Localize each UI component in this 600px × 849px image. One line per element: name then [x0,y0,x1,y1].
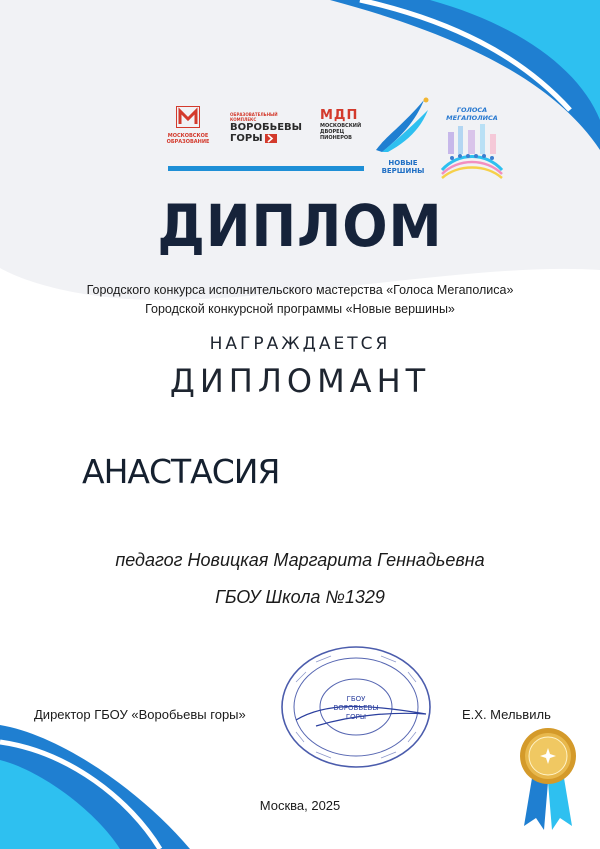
medal-icon [516,722,580,832]
school-line: ГБОУ Школа №1329 [215,587,385,607]
place-year: Москва, 2025 [259,798,341,813]
official-stamp [276,642,436,772]
contest-subtitle-2: Городской конкурсной программы «Новые вершины» [145,302,455,316]
contest-subtitle-1: Городского конкурса исполнительского мастерства «Голоса Мегаполиса» [86,283,514,297]
award-rank: ДИПЛОМАНТ [169,362,431,400]
vorobyovy-logo: ОБРАЗОВАТЕЛЬНЫЙ КОМПЛЕКС ВОРОБЬЕВЫ ГОРЫ [230,112,303,144]
golosa-city-icon [438,122,506,180]
diploma-title: ДИПЛОМ [157,192,443,260]
director-name: Е.Х. Мельвиль [462,707,551,722]
moscow-m-icon [176,106,200,128]
stamp-text-2: ВОРОБЬЕВЫ [333,704,379,712]
golosa-megapolisa-logo: ГОЛОСА МЕГАПОЛИСА [438,106,506,174]
director-position: Директор ГБОУ «Воробьевы горы» [34,707,246,722]
stamp-text-1: ГБОУ [346,695,366,703]
mdp-logo: МДП МОСКОВСКИЙ ДВОРЕЦ ПИОНЕРОВ [320,108,362,141]
teacher-line: педагог Новицкая Маргарита Геннадьевна [115,550,485,570]
novye-vershiny-logo: НОВЫЕ ВЕРШИНЫ [372,96,434,176]
stamp-text-3: ГОРЫ [345,713,367,721]
vorobyovy-mark-icon [265,134,277,143]
moscow-education-logo: МОСКОВСКОЕ ОБРАЗОВАНИЕ [166,106,210,145]
vershiny-wave-icon [372,96,434,154]
logo-underline [168,166,364,171]
recipient-name: АНАСТАСИЯ [82,452,280,491]
awarded-label: НАГРАЖДАЕТСЯ [209,334,391,354]
